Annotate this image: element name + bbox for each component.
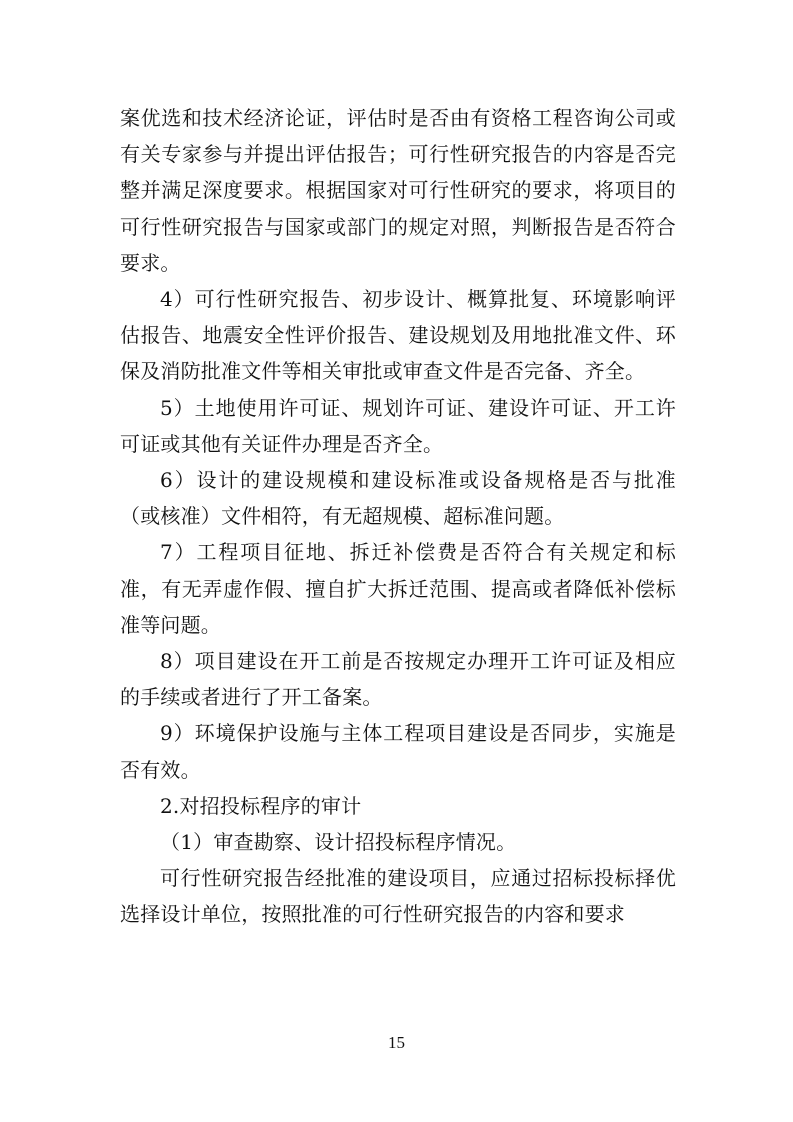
page-body: [120, 100, 676, 933]
page-number: 15: [388, 1033, 405, 1052]
paragraph-8: 可行性研究报告经批准的建设项目，应通过招标投标择优选择设计单位，按照批准的可行性研究报告的内容和要求: [120, 866, 676, 927]
paragraph-3: 5）土地使用许可证、规划许可证、建设许可证、开工许可证或其他有关证件办理是否齐全。: [120, 395, 676, 456]
paragraph-6: 8）项目建设在开工前是否按规定办理开工许可证及相应的手续或者进行了开工备案。: [120, 649, 676, 710]
paragraph-1: 案优选和技术经济论证，评估时是否由有资格工程咨询公司或有关专家参与并提出评估报告；可行性研究报告的内容是否完整并满足深度要求。根据国家对可行性研究的要求，将项目的可行性研究报告与国家或部门的规定对照，判断报告是否符合要求。: [120, 106, 676, 275]
section-heading: 2.对招投标程序的审计: [160, 793, 362, 818]
paragraph-7: 9）环境保护设施与主体工程项目建设是否同步，实施是否有效。: [120, 721, 676, 782]
subsection-heading: （1）审查勘察、设计招投标程序情况。: [160, 830, 517, 855]
paragraph-4: 6）设计的建设规模和建设标准或设备规格是否与批准（或核准）文件相符，有无超规模、超标准问题。: [120, 468, 676, 529]
paragraph-5: 7）工程项目征地、拆迁补偿费是否符合有关规定和标准，有无弄虚作假、擅自扩大拆迁范围、提高或者降低补偿标准等问题。: [120, 540, 676, 637]
paragraph-2: 4）可行性研究报告、初步设计、概算批复、环境影响评估报告、地震安全性评价报告、建设规划及用地批准文件、环保及消防批准文件等相关审批或审查文件是否完备、齐全。: [120, 287, 676, 384]
